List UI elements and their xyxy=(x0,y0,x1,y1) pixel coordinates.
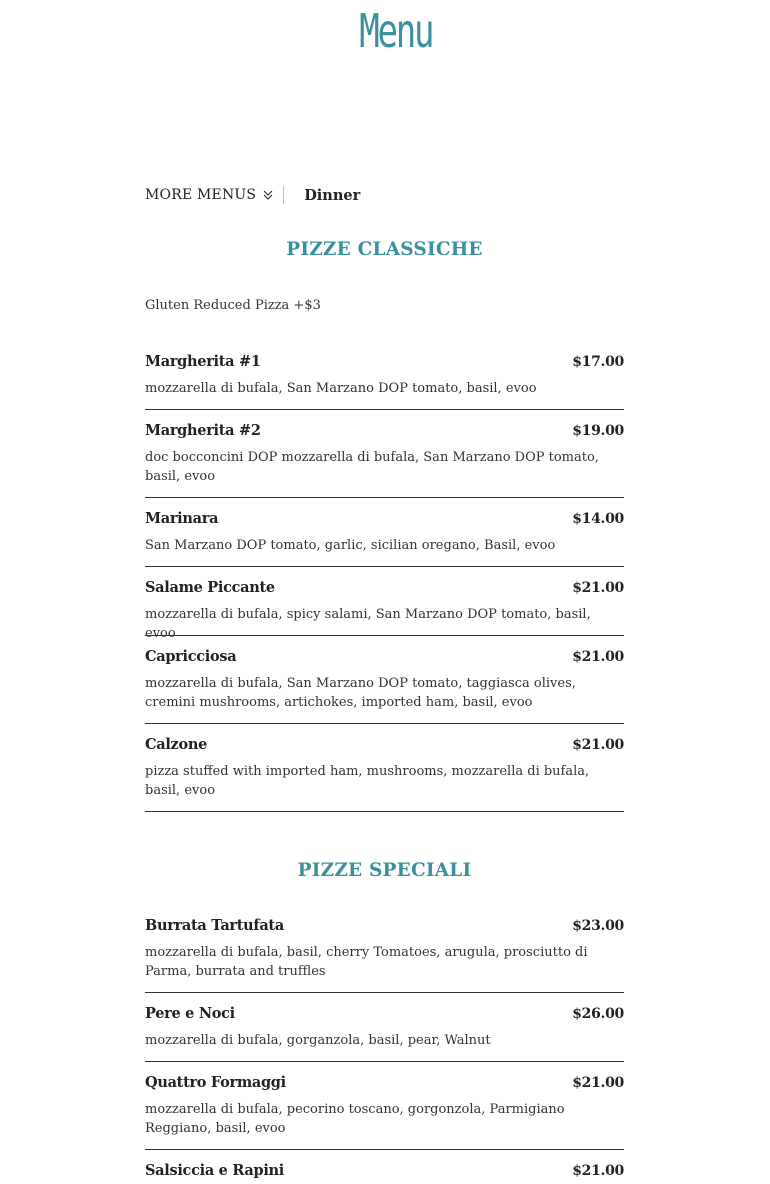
item-name: Quattro Formaggi xyxy=(145,1074,286,1091)
item-name: Burrata Tartufata xyxy=(145,917,284,934)
menu-item xyxy=(145,1005,624,1062)
item-name: Margherita #2 xyxy=(145,422,261,439)
item-name: Marinara xyxy=(145,510,219,527)
menu-item xyxy=(145,1074,624,1150)
section-note: Gluten Reduced Pizza +$3 xyxy=(145,298,321,313)
item-description: mozzarella di bufala, San Marzano DOP tomato, basil, evoo xyxy=(145,381,537,396)
menu-item xyxy=(145,736,624,812)
item-price: $21.00 xyxy=(572,1163,624,1179)
item-price: $26.00 xyxy=(572,1006,624,1022)
page-title: Menu xyxy=(359,4,433,58)
item-description: doc bocconcini DOP mozzarella di bufala, San Marzano DOP tomato, basil, evoo xyxy=(145,450,599,484)
menu-item xyxy=(145,422,624,498)
item-name: Calzone xyxy=(145,736,208,753)
menu-item xyxy=(145,579,624,641)
more-menus-dropdown[interactable] xyxy=(145,186,284,204)
item-description: pizza stuffed with imported ham, mushrooms, mozzarella di bufala, basil, evoo xyxy=(145,764,590,798)
item-price: $21.00 xyxy=(572,649,624,665)
item-name: Capricciosa xyxy=(145,648,237,665)
item-price: $21.00 xyxy=(572,580,624,596)
section-title-pizze-classiche: PIZZE CLASSICHE xyxy=(286,239,483,260)
menu-nav xyxy=(145,184,360,206)
item-description: mozzarella di bufala, spicy salami, San Marzano DOP tomato, basil, evoo xyxy=(145,607,591,641)
item-price: $21.00 xyxy=(572,1075,624,1091)
item-price: $19.00 xyxy=(572,423,624,439)
section-title-pizze-speciali: PIZZE SPECIALI xyxy=(297,860,472,881)
item-description: San Marzano DOP tomato, garlic, sicilian oregano, Basil, evoo xyxy=(145,538,556,553)
item-description: mozzarella di bufala, basil, cherry Tomatoes, arugula, prosciutto di Parma, burrata and truffles xyxy=(145,945,588,979)
item-description: mozzarella di bufala, gorganzola, basil, pear, Walnut xyxy=(145,1033,491,1048)
more-menus-label: MORE MENUS xyxy=(145,187,257,203)
item-price: $21.00 xyxy=(572,737,624,753)
double-chevron-down-icon xyxy=(262,189,274,201)
menu-item xyxy=(145,353,624,410)
menu-item xyxy=(145,648,624,724)
item-price: $17.00 xyxy=(572,354,624,370)
item-description: mozzarella di bufala, San Marzano DOP tomato, taggiasca olives, cremini mushrooms, artichokes, imported ham, basil, evoo xyxy=(145,676,576,710)
menu-item xyxy=(145,510,624,567)
item-name: Salame Piccante xyxy=(145,579,275,596)
item-name: Pere e Noci xyxy=(145,1005,235,1022)
item-name: Margherita #1 xyxy=(145,353,261,370)
tab-dinner[interactable]: Dinner xyxy=(304,186,361,204)
item-name: Salsiccia e Rapini xyxy=(145,1162,285,1179)
item-price: $14.00 xyxy=(572,511,624,527)
menu-item xyxy=(145,1162,624,1183)
item-description: mozzarella di bufala, pecorino toscano, gorgonzola, Parmigiano Reggiano, basil, evoo xyxy=(145,1102,565,1136)
item-price: $23.00 xyxy=(572,918,624,934)
menu-item xyxy=(145,917,624,993)
